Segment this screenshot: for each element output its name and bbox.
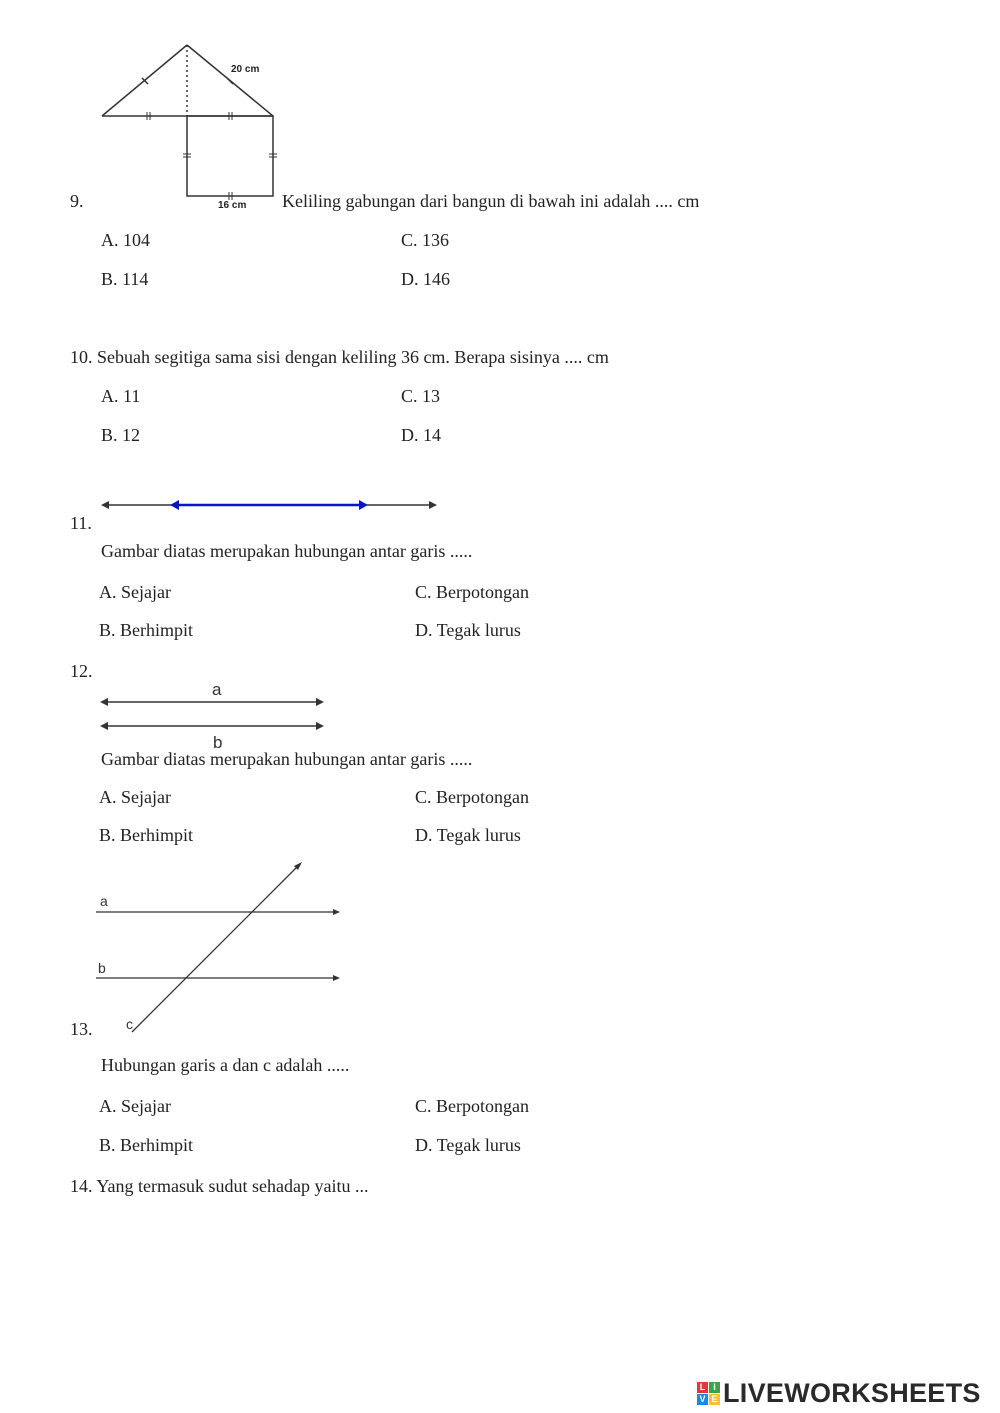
- logo-tile: E: [709, 1394, 720, 1405]
- q10-question: Sebuah segitiga sama sisi dengan keliling 36 cm. Berapa sisinya .... cm: [97, 347, 609, 367]
- arrow-left-icon: [100, 698, 108, 706]
- arrow-left-icon: [101, 501, 109, 509]
- q10-option-b[interactable]: B. 12: [101, 425, 141, 445]
- line-c: [132, 866, 298, 1032]
- q13-option-c[interactable]: C. Berpotongan: [415, 1096, 529, 1116]
- q12-line-a-label: a: [212, 680, 222, 699]
- q14-question: Yang termasuk sudut sehadap yaitu ...: [96, 1176, 369, 1196]
- q11-option-b[interactable]: B. Berhimpit: [99, 620, 193, 640]
- arrow-right-icon: [316, 698, 324, 706]
- arrow-right-icon: [429, 501, 437, 509]
- q9-option-c[interactable]: C. 136: [401, 230, 450, 250]
- q10-number: 10.: [70, 347, 93, 367]
- arrow-right-icon: [333, 909, 340, 915]
- q9-label-top: 20 cm: [231, 64, 260, 75]
- q10-option-c[interactable]: C. 13: [401, 386, 441, 406]
- logo-mark-icon: [697, 1382, 720, 1405]
- q9-number: 9.: [70, 191, 84, 211]
- q12-option-b[interactable]: B. Berhimpit: [99, 825, 193, 845]
- blue-arrow-left-icon: [170, 500, 179, 510]
- q11-option-d[interactable]: D. Tegak lurus: [415, 620, 521, 640]
- blue-arrow-right-icon: [359, 500, 368, 510]
- q9-figure: [95, 40, 285, 215]
- q12-figure: [95, 678, 335, 753]
- q11-figure: [95, 493, 445, 517]
- q13-option-d[interactable]: D. Tegak lurus: [415, 1135, 521, 1155]
- q11-option-a[interactable]: A. Sejajar: [99, 582, 171, 602]
- q13-question: Hubungan garis a dan c adalah .....: [101, 1055, 350, 1075]
- q13-option-a[interactable]: A. Sejajar: [99, 1096, 171, 1116]
- q13-number: 13.: [70, 1019, 93, 1039]
- q13-line-a-label: a: [100, 893, 108, 909]
- q13-line-b-label: b: [98, 960, 106, 976]
- arrow-right-icon: [333, 975, 340, 981]
- q12-option-a[interactable]: A. Sejajar: [99, 787, 171, 807]
- q12-option-c[interactable]: C. Berpotongan: [415, 787, 529, 807]
- q12-option-d[interactable]: D. Tegak lurus: [415, 825, 521, 845]
- q9-option-d[interactable]: D. 146: [401, 269, 450, 289]
- q11-number: 11.: [70, 513, 92, 533]
- arrow-left-icon: [100, 722, 108, 730]
- q9-label-bottom: 16 cm: [218, 200, 247, 211]
- liveworksheets-logo[interactable]: [697, 1378, 981, 1409]
- logo-tile: I: [709, 1382, 720, 1393]
- q9-question: Keliling gabungan dari bangun di bawah ini adalah .... cm: [282, 191, 700, 211]
- q13-figure: [90, 858, 350, 1043]
- logo-tile: L: [697, 1382, 708, 1393]
- q10-line: [70, 347, 609, 368]
- q11-option-c[interactable]: C. Berpotongan: [415, 582, 529, 602]
- q10-option-d[interactable]: D. 14: [401, 425, 441, 445]
- q14-line: [70, 1176, 368, 1197]
- logo-tile: V: [697, 1394, 708, 1405]
- q12-number: 12.: [70, 661, 93, 681]
- q13-option-b[interactable]: B. Berhimpit: [99, 1135, 193, 1155]
- brand-name: LIVEWORKSHEETS: [723, 1378, 981, 1408]
- q12-line-b-label: b: [213, 733, 223, 752]
- q14-number: 14.: [70, 1176, 93, 1196]
- q13-line-c-label: c: [126, 1016, 133, 1032]
- tick-mark: [227, 78, 233, 84]
- q10-option-a[interactable]: A. 11: [101, 386, 141, 406]
- q9-option-a[interactable]: A. 104: [101, 230, 150, 250]
- arrow-right-icon: [316, 722, 324, 730]
- square-shape: [187, 116, 273, 196]
- double-tick-marks: [147, 112, 277, 200]
- q12-question: Gambar diatas merupakan hubungan antar garis .....: [101, 749, 473, 769]
- q9-option-b[interactable]: B. 114: [101, 269, 149, 289]
- q11-question: Gambar diatas merupakan hubungan antar garis .....: [101, 541, 473, 561]
